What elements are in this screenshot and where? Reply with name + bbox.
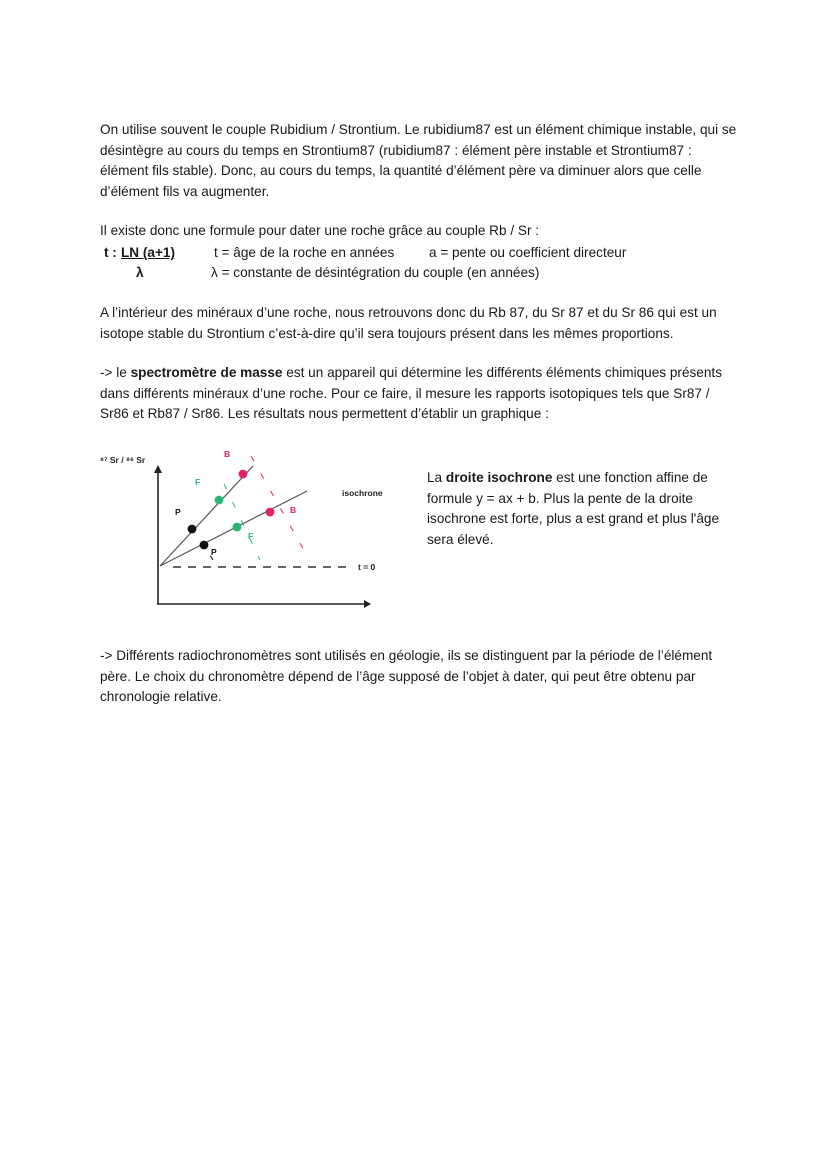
isochrone-line-steep [160, 466, 253, 566]
formula-t-label: t : [104, 245, 117, 260]
formula-a-definition: a = pente ou coefficient directeur [429, 245, 627, 260]
formula-intro: Il existe donc une formule pour dater une roche grâce au couple Rb / Sr : [100, 223, 540, 238]
x-axis-arrow [364, 600, 371, 608]
label-b-upper: B [224, 449, 231, 459]
isochrone-desc-prefix: La [427, 470, 446, 485]
spectrometer-prefix: -> le [100, 365, 131, 380]
point-f-upper [215, 496, 224, 505]
point-p-upper [188, 525, 197, 534]
intro-paragraph: On utilise souvent le couple Rubidium / Strontium. Le rubidium87 est un élément chimique instable, qui se désintègre au cours du temps en Strontium87 (rubidium87 : élément père instable et Strontium87 : élément fils stable). Donc, au cours du temps, la quantité d’élément père va diminuer alors que celle d’élément fils va augmenter. [100, 122, 737, 199]
label-p-upper: P [175, 507, 181, 517]
formula-numerator: LN (a+1) [121, 245, 176, 260]
spectrometer-term: spectromètre de masse [130, 365, 283, 380]
label-f-lower: F [248, 531, 254, 541]
isochrone-desc-rest: est une fonction affine de formule y = ax + b. Plus la pente de la droite isochrone est forte, plus a est grand et plus l'âge sera élevé. [427, 470, 720, 547]
point-f-lower [233, 523, 242, 532]
formula-denominator: λ [136, 265, 144, 280]
formula-lambda-definition: λ = constante de désintégration du couple (en années) [211, 265, 540, 280]
y-axis-label: ⁸⁷ Sr / ⁸⁶ Sr [100, 455, 146, 465]
b-evolution-path [251, 456, 310, 561]
isochrone-desc-term: droite isochrone [445, 470, 553, 485]
t0-label: t = 0 [358, 562, 376, 572]
minerals-paragraph: A l’intérieur des minéraux d’une roche, nous retrouvons donc du Rb 87, du Sr 87 et du Sr 86 qui est un isotope stable du Strontium c’est-à-dire qu’il sera toujours présent dans les mêmes proportions. [100, 305, 717, 341]
label-f-upper: F [195, 477, 201, 487]
radiochronometer-paragraph: -> Différents radiochronomètres sont utilisés en géologie, ils se distinguent par la période de l’élément père. Le choix du chronomètre dépend de l’âge supposé de l’objet à dater, qui peut être obtenu par chronologie relative. [100, 648, 713, 704]
spectrometer-rest: est un appareil qui détermine les différents éléments chimiques présents dans différents minéraux d’une roche. Pour ce faire, il mesure les rapports isotopiques tels que Sr87 / Sr86 et Rb87 / Sr86. Les résultats nous permettent d’établir un graphique : [100, 365, 723, 421]
f-evolution-path [224, 484, 260, 560]
y-axis-arrow [154, 465, 162, 473]
formula-t-definition: t = âge de la roche en années [214, 245, 395, 260]
isochrone-description [427, 468, 727, 550]
point-b-lower [266, 508, 275, 517]
isochrone-label: isochrone [342, 488, 383, 498]
label-p-lower: P [211, 547, 217, 557]
point-b-upper [239, 470, 248, 479]
label-b-lower: B [290, 505, 297, 515]
point-p-lower [200, 541, 209, 550]
